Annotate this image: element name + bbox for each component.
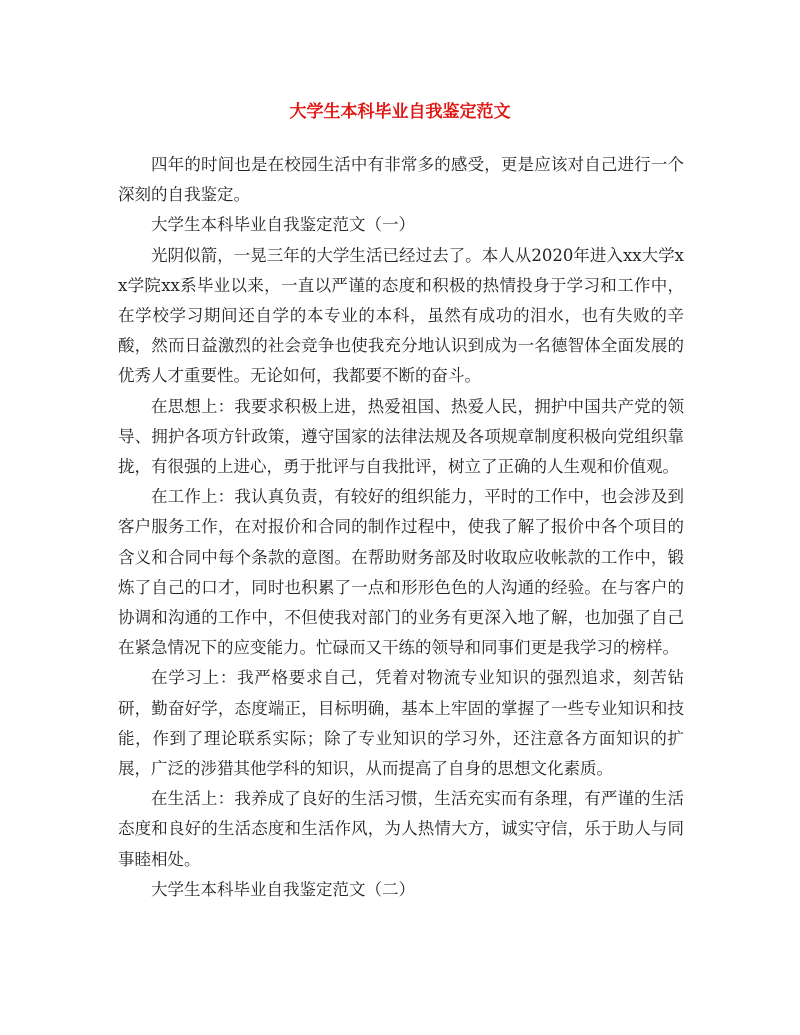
section-heading-two: 大学生本科毕业自我鉴定范文（二） — [151, 879, 415, 899]
document-body — [118, 150, 684, 905]
life-paragraph: 在生活上：我养成了良好的生活习惯，生活充实而有条理，有严谨的生活态度和良好的生活态度和生活作风，为人热情大方，诚实守信，乐于助人与同事睦相处。 — [118, 789, 684, 869]
ideology-paragraph: 在思想上：我要求积极上进，热爱祖国、热爱人民，拥护中国共产党的领导、拥护各项方针政策，遵守国家的法律法规及各项规章制度积极向党组织靠拢，有很强的上进心，勇于批评与自我批评，树立了正确的人生观和价值观。 — [118, 396, 684, 477]
work-paragraph: 在工作上：我认真负责，有较好的组织能力，平时的工作中，也会涉及到客户服务工作，在对报价和合同的制作过程中，使我了解了报价中各个项目的含义和合同中每个条款的意图。在帮助财务部及时收取应收帐款的工作中，锻炼了自己的口才，同时也积累了一点和形形色色的人沟通的经验。在与客户的协调和沟通的工作中，不但使我对部门的业务有更深入地了解，也加强了自己在紧急情况下的应变能力。忙碌而又干练的领导和同事们更是我学习的榜样。 — [118, 487, 684, 658]
document-title: 大学生本科毕业自我鉴定范文 — [289, 102, 511, 122]
section-heading-one: 大学生本科毕业自我鉴定范文（一） — [151, 215, 415, 235]
study-paragraph: 在学习上：我严格要求自己，凭着对物流专业知识的强烈追求，刻苦钻研，勤奋好学，态度端正，目标明确，基本上牢固的掌握了一些专业知识和技能，作到了理论联系实际；除了专业知识的学习外，还注意各方面知识的扩展，广泛的涉猎其他学科的知识，从而提高了自身的思想文化素质。 — [118, 668, 684, 779]
opening-paragraph: 光阴似箭，一晃三年的大学生活已经过去了。本人从2020年进入xx大学xx学院xx系毕业以来，一直以严谨的态度和积极的热情投身于学习和工作中，在学校学习期间还自学的本专业的本科，虽然有成功的泪水，也有失败的辛酸，然而日益激烈的社会竞争也使我充分地认识到成为一名德智体全面发展的优秀人才重要性。无论如何，我都要不断的奋斗。 — [118, 245, 684, 386]
intro-paragraph: 四年的时间也是在校园生活中有非常多的感受，更是应该对自己进行一个深刻的自我鉴定。 — [118, 155, 684, 205]
